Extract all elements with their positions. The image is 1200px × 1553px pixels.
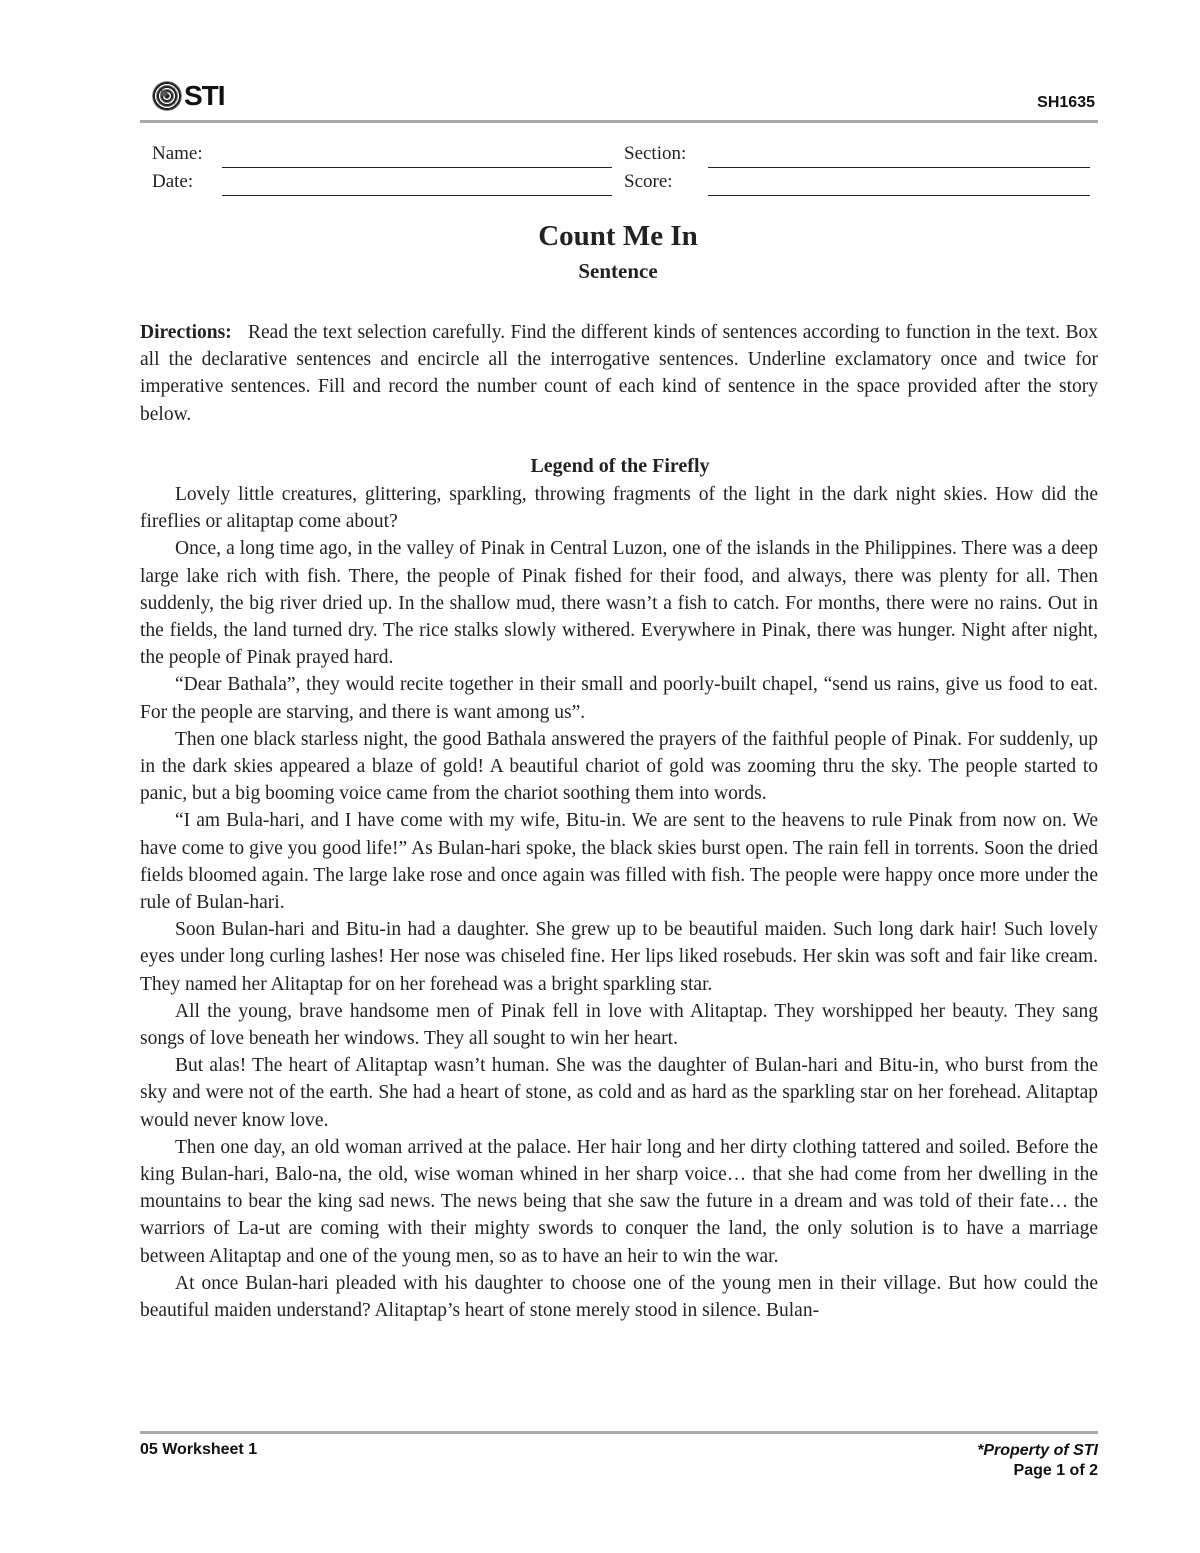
section-label: Section:: [624, 143, 687, 164]
story-paragraph: “I am Bula-hari, and I have come with my wife, Bitu-in. We are sent to the heavens to rule Pinak from now on. We have come to give you good life!” As Bulan-hari spoke, the black skies burst open. The rain fell in torrents. Soon the dried fields bloomed again. The large lake rose and once again was filled with fish. The people were happy once more under the rule of Bulan-hari.: [140, 810, 1098, 914]
story-paragraph: Soon Bulan-hari and Bitu-in had a daughter. She grew up to be beautiful maiden. Such long dark hair! Such lovely eyes under long curling lashes! Her nose was chiseled fine. Her lips liked rosebuds. Her skin was soft and fair like cream. They named her Alitaptap for on her forehead was a bright sparkling star.: [140, 919, 1098, 995]
document-code: SH1635: [1037, 94, 1095, 111]
date-field[interactable]: [222, 195, 612, 196]
story-paragraph: All the young, brave handsome men of Pinak fell in love with Alitaptap. They worshipped her beauty. They sang songs of love beneath her windows. They all sought to win her heart.: [140, 1000, 1098, 1050]
section-field[interactable]: [708, 167, 1090, 168]
story-title: Legend of the Firefly: [530, 455, 710, 477]
footer-divider: [140, 1431, 1098, 1434]
footer-info: [977, 1441, 1098, 1481]
name-field[interactable]: [222, 167, 612, 168]
score-label: Score:: [624, 171, 673, 192]
directions: [140, 319, 1098, 428]
directions-label: Directions:: [140, 322, 232, 343]
story-paragraph: At once Bulan-hari pleaded with his daughter to choose one of the young men in their village. But how could the beautiful maiden understand? Alitaptap’s heart of stone merely stood in silence. Bulan-: [140, 1272, 1098, 1322]
sti-logo: [152, 78, 225, 114]
story-paragraph: Then one black starless night, the good Bathala answered the prayers of the faithful people of Pinak. For suddenly, up in the dark skies appeared a blaze of gold! A beautiful chariot of gold was zooming thru the sky. The people started to panic, but a big booming voice came from the chariot soothing them into words.: [140, 728, 1098, 805]
worksheet-title: Count Me In: [538, 220, 698, 252]
name-label: Name:: [152, 143, 203, 164]
directions-text: Read the text selection carefully. Find the different kinds of sentences according to function in the text. Box all the declarative sentences and encircle all the interrogative sentences. Underline exclamatory once and twice for imperative sentences. Fill and record the number count of each kind of sentence in the space provided after the story below.: [140, 322, 1098, 425]
worksheet-label: 05 Worksheet 1: [140, 1441, 258, 1458]
page-number: Page 1 of 2: [1013, 1462, 1098, 1479]
score-field[interactable]: [708, 195, 1090, 196]
story-paragraph: “Dear Bathala”, they would recite together in their small and poorly-built chapel, “send us rains, give us food to eat. For the people are starving, and there is want among us”.: [140, 674, 1098, 723]
header-divider: [140, 120, 1098, 123]
logo-text: STI: [184, 80, 225, 111]
date-label: Date:: [152, 171, 194, 192]
story-paragraph: Lovely little creatures, glittering, sparkling, throwing fragments of the light in the dark night skies. How did the fireflies or alitaptap come about?: [140, 484, 1098, 533]
story-paragraph: Once, a long time ago, in the valley of Pinak in Central Luzon, one of the islands in the Philippines. There was a deep large lake rich with fish. There, the people of Pinak fished for their food, and always, there was plenty for all. Then suddenly, the big river dried up. In the shallow mud, there wasn’t a fish to catch. For months, there were no rains. Out in the fields, the land turned dry. The rice stalks slowly withered. Everywhere in Pinak, there was hunger. Night after night, the people of Pinak prayed hard.: [140, 538, 1098, 669]
worksheet-subtitle: Sentence: [578, 259, 658, 283]
property-notice: *Property of STI: [977, 1442, 1098, 1459]
story-paragraph: Then one day, an old woman arrived at the palace. Her hair long and her dirty clothing tattered and soiled. Before the king Bulan-hari, Balo-na, the old, wise woman whined in her sharp voice… that she had come from her dwelling in the mountains to bear the king sad news. The news being that she saw the future in a dream and was told of their fate… the warriors of La-ut are coming with their mighty swords to conquer the land, the only solution is to have a marriage between Alitaptap and one of the young men, so as to have an heir to win the war.: [140, 1136, 1098, 1267]
story-paragraph: But alas! The heart of Alitaptap wasn’t human. She was the daughter of Bulan-hari and Bitu-in, who burst from the sky and were not of the earth. She had a heart of stone, as cold and as hard as the sparkling star on her forehead. Alitaptap would never know love.: [140, 1055, 1098, 1131]
story-body: [140, 481, 1098, 1324]
sti-globe-icon: [152, 81, 182, 111]
